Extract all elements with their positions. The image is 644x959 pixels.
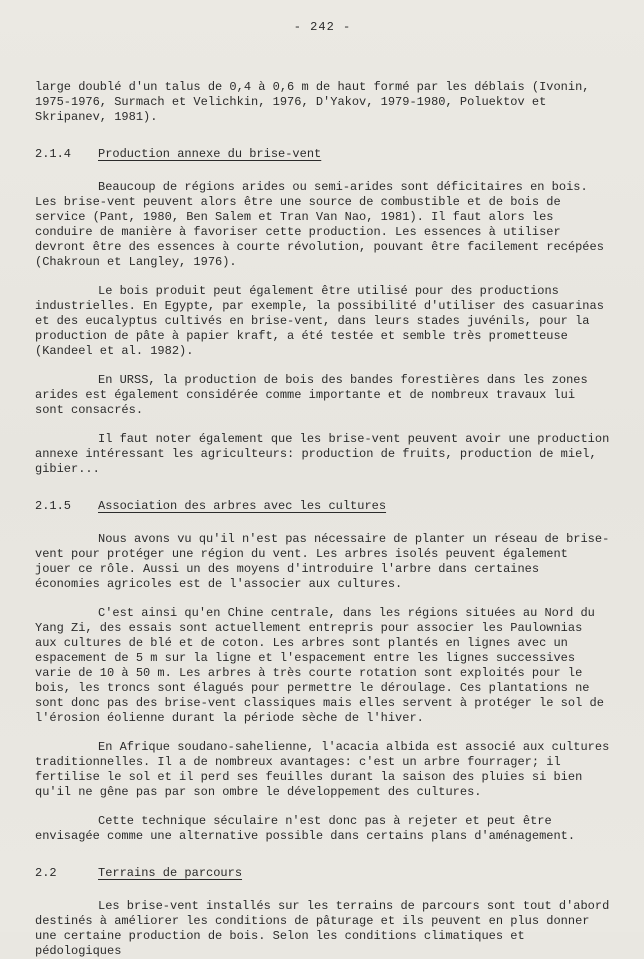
- page-number: - 242 -: [293, 20, 352, 34]
- section-number: 2.1.5: [35, 499, 72, 513]
- section-title: Association des arbres avec les cultures: [98, 499, 387, 513]
- section-number: 2.2: [35, 866, 57, 880]
- paragraph: Beaucoup de régions arides ou semi-arides sont déficitaires en bois. Les brise-vent peuvent alors être une source de combustible et de bois de service (Pant, 1980, Ben Salem et Tran Van Nao, 1981). Il faut alors les conduire de manière à favoriser cette production. Les essences à utiliser devront être des essences à courte révolution, pouvant être facilement recépées (Chakroun et Langley, 1976).: [35, 180, 604, 269]
- section-heading: [35, 499, 610, 514]
- paragraph: Les brise-vent installés sur les terrains de parcours sont tout d'abord destinés à améliorer les conditions de pâturage et ils peuvent en plus donner une certaine production de bois. Selon les conditions climatiques et pédologiques: [35, 899, 610, 958]
- paragraph: Le bois produit peut également être utilisé pour des productions industrielles. En Egypte, par exemple, la possibilité d'utiliser des casuarinas et des eucalyptus cultivés en brise-vent, dans leurs stades juvénils, pour la production de pâte à papier kraft, a été testée et semble très prometteuse (Kandeel et al. 1982).: [35, 284, 604, 358]
- paragraph: large doublé d'un talus de 0,4 à 0,6 m de haut formé par les déblais (Ivonin, 1975-1976, Surmach et Velichkin, 1976, D'Yakov, 1979-1980, Poluektov et Skripanev, 1981).: [35, 80, 590, 124]
- section-heading: [35, 866, 610, 881]
- paragraph: C'est ainsi qu'en Chine centrale, dans les régions situées au Nord du Yang Zi, des essais sont actuellement entrepris pour associer les Paulownias aux cultures de blé et de coton. Les arbres sont plantés en lignes avec un espacement de 5 m sur la ligne et l'espacement entre les lignes successives varie de 10 à 50 m. Les arbres à très courte rotation sont exploités pour le bois, les troncs sont élagués pour permettre le déroulage. Ces plantations ne sont donc pas des brise-vent classiques mais elles servent à protéger le sol de l'érosion éolienne durant la période sèche de l'hiver.: [35, 606, 604, 725]
- paragraph: En URSS, la production de bois des bandes forestières dans les zones arides est également considérée comme importante et de nombreux travaux lui sont consacrés.: [35, 373, 588, 417]
- paragraph: Cette technique séculaire n'est donc pas à rejeter et peut être envisagée comme une alternative possible dans certains plans d'aménagement.: [35, 814, 576, 843]
- section-number: 2.1.4: [35, 147, 72, 161]
- paragraph: Nous avons vu qu'il n'est pas nécessaire de planter un réseau de brise-vent pour protéger une région du vent. Les arbres isolés peuvent également jouer ce rôle. Aussi un des moyens d'introduire l'arbre dans certaines économies agricoles est de l'associer aux cultures.: [35, 532, 610, 591]
- paragraph: En Afrique soudano-sahelienne, l'acacia albida est associé aux cultures traditionnelles. Il a de nombreux avantages: c'est un arbre fourrager; il fertilise le sol et il perd ses feuilles durant la saison des pluies si bien qu'il ne gêne pas par son ombre le développement des cultures.: [35, 740, 610, 799]
- section-heading: [35, 147, 610, 162]
- paragraph: Il faut noter également que les brise-vent peuvent avoir une production annexe intéressant les agriculteurs: production de fruits, production de miel, gibier...: [35, 432, 610, 476]
- section-title: Production annexe du brise-vent: [98, 147, 322, 161]
- section-title: Terrains de parcours: [98, 866, 243, 880]
